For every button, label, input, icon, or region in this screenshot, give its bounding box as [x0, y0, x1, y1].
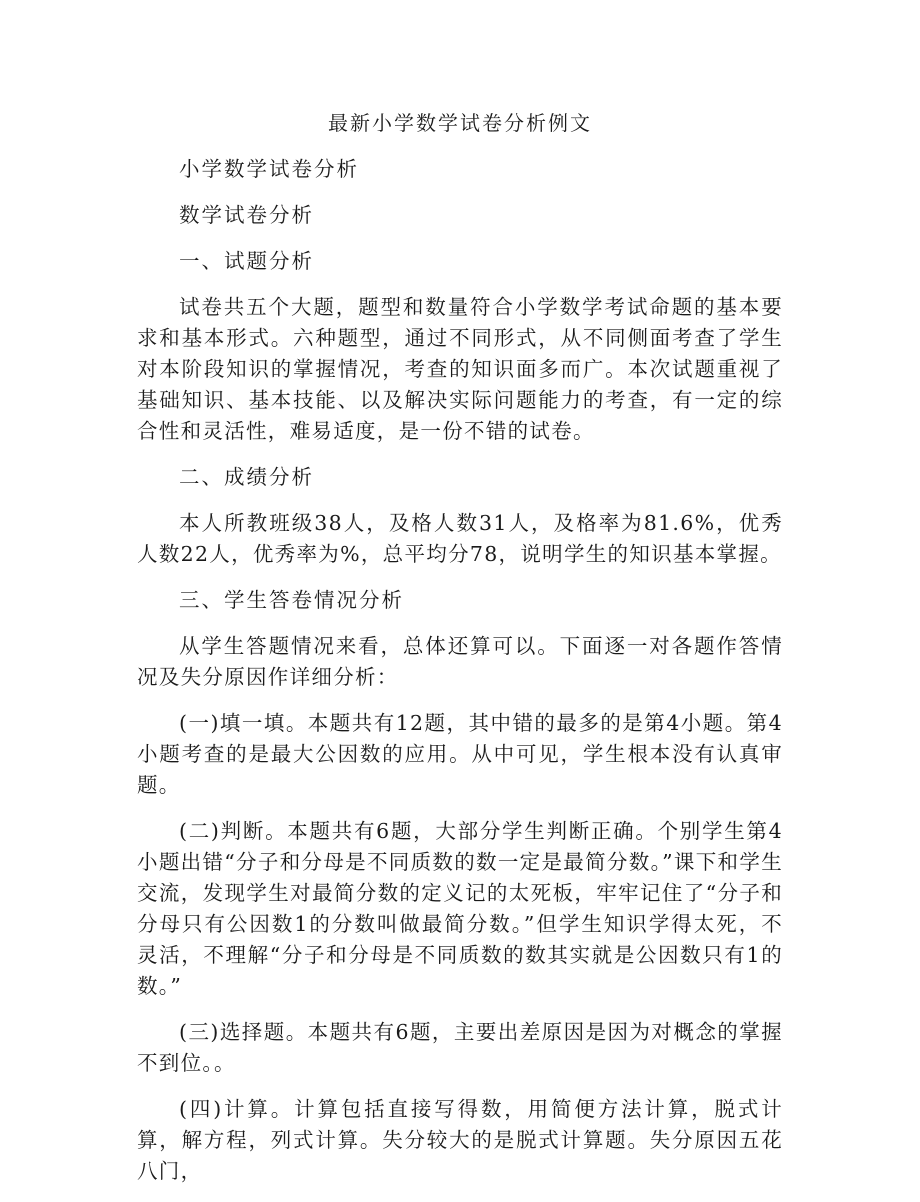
document-page: [137, 108, 783, 1202]
section-heading-score-analysis: 二、成绩分析: [179, 465, 314, 489]
subtitle-primary-math-analysis: 小学数学试卷分析: [179, 157, 359, 181]
section-heading-question-analysis: 一、试题分析: [179, 249, 314, 273]
paragraph-true-false: (二)判断。本题共有6题，大部分学生判断正确。个别学生第4小题出错“分子和分母是不同质数的数一定是最简分数。”课下和学生交流，发现学生对最简分数的定义记的太死板，牢牢记住了“分子和分母只有公因数1的分数叫做最简分数。”但学生知识学得太死，不灵活，不理解“分子和分母是不同质数的数其实就是公因数只有1的数。”: [137, 819, 783, 998]
section-heading-answer-analysis: 三、学生答卷情况分析: [179, 588, 404, 612]
paragraph-score-analysis: 本人所教班级38人，及格人数31人，及格率为81.6%，优秀人数22人，优秀率为%，总平均分78，说明学生的知识基本掌握。: [137, 511, 783, 566]
paragraph-answer-overview: 从学生答题情况来看，总体还算可以。下面逐一对各题作答情况及失分原因作详细分析：: [137, 634, 783, 689]
document-title: 最新小学数学试卷分析例文: [328, 111, 592, 135]
paragraph-fill-in-blanks: (一)填一填。本题共有12题，其中错的最多的是第4小题。第4小题考查的是最大公因数的应用。从中可见，学生根本没有认真审题。: [137, 711, 783, 797]
subtitle-math-analysis: 数学试卷分析: [179, 203, 314, 227]
paragraph-multiple-choice: (三)选择题。本题共有6题，主要出差原因是因为对概念的掌握不到位。。: [137, 1020, 783, 1075]
paragraph-calculation: (四)计算。计算包括直接写得数，用简便方法计算，脱式计算，解方程，列式计算。失分较大的是脱式计算题。失分原因五花八门，: [137, 1097, 783, 1183]
paragraph-question-analysis: 试卷共五个大题，题型和数量符合小学数学考试命题的基本要求和基本形式。六种题型，通过不同形式，从不同侧面考查了学生对本阶段知识的掌握情况，考查的知识面多而广。本次试题重视了基础知识、基本技能、以及解决实际问题能力的考查，有一定的综合性和灵活性，难易适度，是一份不错的试卷。: [137, 295, 783, 443]
